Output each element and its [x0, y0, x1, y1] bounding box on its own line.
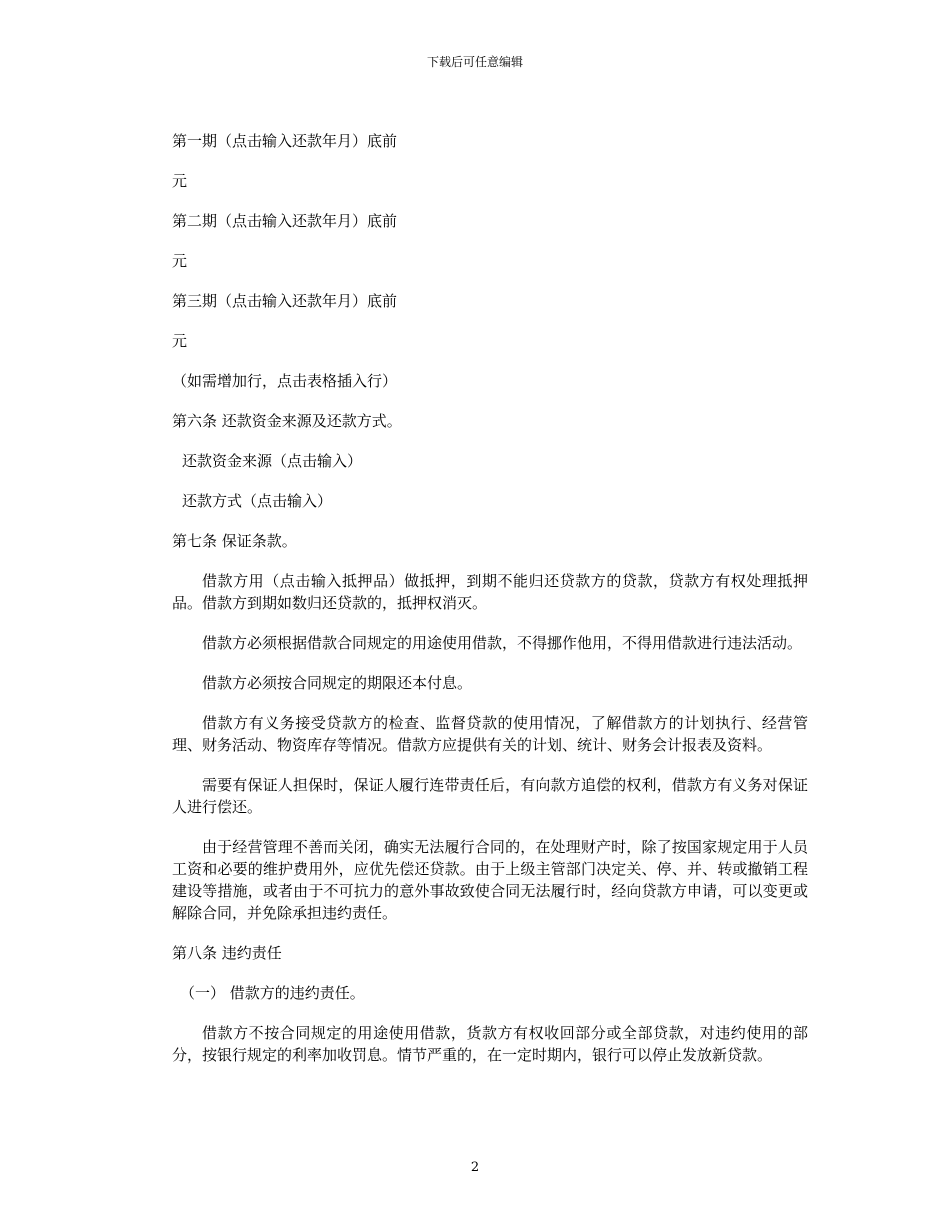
- article-7-heading: 第七条 保证条款。: [172, 532, 297, 550]
- document-body: [172, 130, 808, 1084]
- article-6-heading: 第六条 还款资金来源及还款方式。: [172, 412, 402, 430]
- repayment-period-3[interactable]: 第三期（点击输入还款年月）底前: [172, 292, 398, 310]
- page-header: 下载后可任意编辑: [426, 55, 523, 69]
- guarantor-clause: 需要有保证人担保时，保证人履行连带责任后，有向款方追偿的权利，借款方有义务对保证人进行偿还。: [172, 776, 808, 816]
- article-8-heading: 第八条 违约责任: [172, 944, 282, 962]
- repayment-period-2[interactable]: 第二期（点击输入还款年月）底前: [172, 212, 398, 230]
- collateral-clause[interactable]: 借款方用（点击输入抵押品）做抵押，到期不能归还贷款方的贷款，贷款方有权处理抵押品。借款方到期如数归还贷款的，抵押权消灭。: [172, 572, 808, 612]
- repayment-term-clause: 借款方必须按合同规定的期限还本付息。: [202, 674, 473, 692]
- repayment-source-field[interactable]: 还款资金来源（点击输入）: [182, 452, 363, 470]
- borrower-liability-heading: （一） 借款方的违约责任。: [180, 984, 365, 1002]
- amount-unit-2: 元: [172, 252, 188, 270]
- repayment-period-1[interactable]: 第一期（点击输入还款年月）底前: [172, 132, 398, 150]
- repayment-method-field[interactable]: 还款方式（点击输入）: [182, 492, 333, 510]
- closure-clause: 由于经营管理不善而关闭，确实无法履行合同的，在处理财产时，除了按国家规定用于人员工资和必要的维护费用外，应优先偿还贷款。由于上级主管部门决定关、停、并、转或撤销工程建设等措施，或者由于不可抗力的意外事故致使合同无法履行时，经向贷款方申请，可以变更或解除合同，并免除承担违约责任。: [172, 838, 808, 922]
- add-row-hint: （如需增加行，点击表格插入行）: [172, 372, 398, 390]
- inspection-clause: 借款方有义务接受贷款方的检查、监督贷款的使用情况，了解借款方的计划执行、经营管理、财务活动、物资库存等情况。借款方应提供有关的计划、统计、财务会计报表及资料。: [172, 714, 808, 754]
- loan-usage-clause: 借款方必须根据借款合同规定的用途使用借款，不得挪作他用，不得用借款进行违法活动。: [202, 634, 803, 652]
- misuse-penalty-clause: 借款方不按合同规定的用途使用借款，货款方有权收回部分或全部贷款，对违约使用的部分，按银行规定的利率加收罚息。情节严重的，在一定时期内，银行可以停止发放新贷款。: [172, 1024, 808, 1064]
- amount-unit-1: 元: [172, 172, 188, 190]
- amount-unit-3: 元: [172, 332, 188, 350]
- page-number: 2: [470, 1160, 480, 1175]
